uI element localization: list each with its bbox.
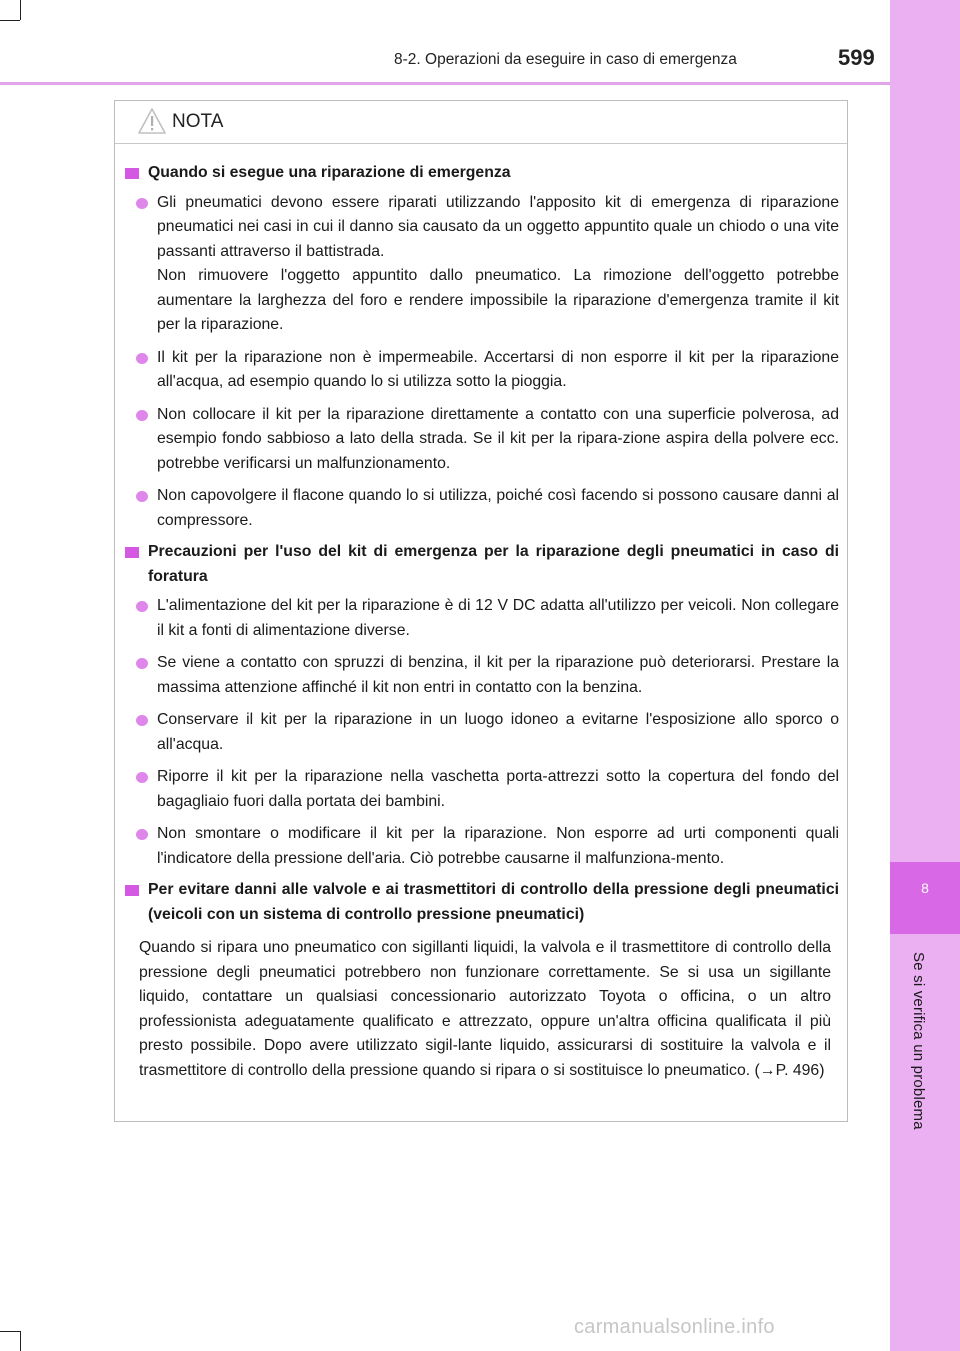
circle-bullet-icon — [136, 772, 148, 783]
circle-bullet-icon — [136, 715, 148, 726]
circle-bullet-icon — [136, 198, 148, 209]
circle-bullet-icon — [136, 353, 148, 364]
crop-mark — [20, 1331, 21, 1351]
list-item: Riporre il kit per la riparazione nella vaschetta porta-attrezzi sotto la copertura del fondo del bagagliaio fuori dalla portata dei bambini. — [125, 765, 839, 814]
paragraph: Quando si ripara uno pneumatico con sigillanti liquidi, la valvola e il trasmettitore di controllo della pressione degli pneumatici potrebbero non funzionare correttamente. Se si usa un sigillante liquido, contattare un qualsiasi concessionario autorizzato Toyota o officina, o un altro professionista adeguatamente qualificato e attrezzato, oppure un'altra officina qualificata il più presto possibile. Dopo avere utilizzato sigil-lante liquido, assicurarsi di sostituire la valvola e il trasmettitore di controllo della pressione quando si ripara o si sostituisce lo pneumatico. (→P. 496) — [139, 939, 831, 1079]
chapter-tab — [890, 862, 960, 934]
list-item: Gli pneumatici devono essere riparati utilizzando l'apposito kit di emergenza di riparazione pneumatici nei casi in cui il danno sia causato da un oggetto appuntito quale un chiodo o una vite passanti attraverso il battistrada. Non rimuovere l'oggetto appuntito dallo pneumatico. La rimozione dell'oggetto potrebbe aumentare la larghezza del foro e rendere impossibile la riparazione d'emergenza tramite il kit per la riparazione. — [125, 191, 839, 338]
list-item: Non collocare il kit per la riparazione direttamente a contatto con una superficie polverosa, ad esempio fondo sabbioso a lato della strada. Se il kit per la ripara-zione aspira della polvere ecc. potrebbe verificarsi un malfunzionamento. — [125, 403, 839, 477]
warning-triangle-icon — [137, 107, 167, 140]
square-bullet-icon — [125, 547, 139, 558]
notice-title: NOTA — [172, 111, 224, 132]
section-title: 8-2. Operazioni da eseguire in caso di emergenza — [394, 51, 737, 68]
chapter-label: Se si verifica un problema — [910, 952, 927, 1130]
chapter-number: 8 — [921, 880, 929, 896]
circle-bullet-icon — [136, 829, 148, 840]
circle-bullet-icon — [136, 491, 148, 502]
section-heading: Precauzioni per l'uso del kit di emergenza per la riparazione degli pneumatici in caso di foratura — [125, 540, 839, 589]
crop-mark — [20, 0, 21, 20]
crop-mark — [0, 20, 20, 21]
square-bullet-icon — [125, 168, 139, 179]
square-bullet-icon — [125, 885, 139, 896]
list-item: Se viene a contatto con spruzzi di benzina, il kit per la riparazione può deteriorarsi. Prestare la massima attenzione affinché il kit non entri in contatto con la benzina. — [125, 651, 839, 700]
list-item: Non capovolgere il flacone quando lo si utilizza, poiché così facendo si possono causare danni al compressore. — [125, 484, 839, 533]
circle-bullet-icon — [136, 601, 148, 612]
circle-bullet-icon — [136, 410, 148, 421]
circle-bullet-icon — [136, 658, 148, 669]
notice-box — [114, 100, 848, 1122]
crop-mark — [0, 1331, 20, 1332]
list-item: Conservare il kit per la riparazione in un luogo idoneo a evitarne l'esposizione allo sporco o all'acqua. — [125, 708, 839, 757]
header-divider — [0, 82, 890, 85]
list-item: Il kit per la riparazione non è impermeabile. Accertarsi di non esporre il kit per la riparazione all'acqua, ad esempio quando lo si utilizza sotto la pioggia. — [125, 346, 839, 395]
notice-header — [115, 101, 847, 144]
watermark-text: carmanualsonline.info — [574, 1316, 775, 1338]
section-heading: Quando si esegue una riparazione di emergenza — [125, 161, 839, 186]
chapter-side-strip — [890, 0, 960, 1351]
list-item: Non smontare o modificare il kit per la riparazione. Non esporre ad urti componenti quali l'indicatore della pressione dell'aria. Ciò potrebbe causarne il malfunziona-mento. — [125, 822, 839, 871]
section-heading: Per evitare danni alle valvole e ai trasmettitori di controllo della pressione degli pneumatici (veicoli con un sistema di controllo pressione pneumatici) — [125, 878, 839, 927]
notice-content — [115, 144, 847, 1083]
page-number: 599 — [838, 45, 875, 70]
list-item: L'alimentazione del kit per la riparazione è di 12 V DC adatta all'utilizzo per veicoli. Non collegare il kit a fonti di alimentazione diverse. — [125, 594, 839, 643]
